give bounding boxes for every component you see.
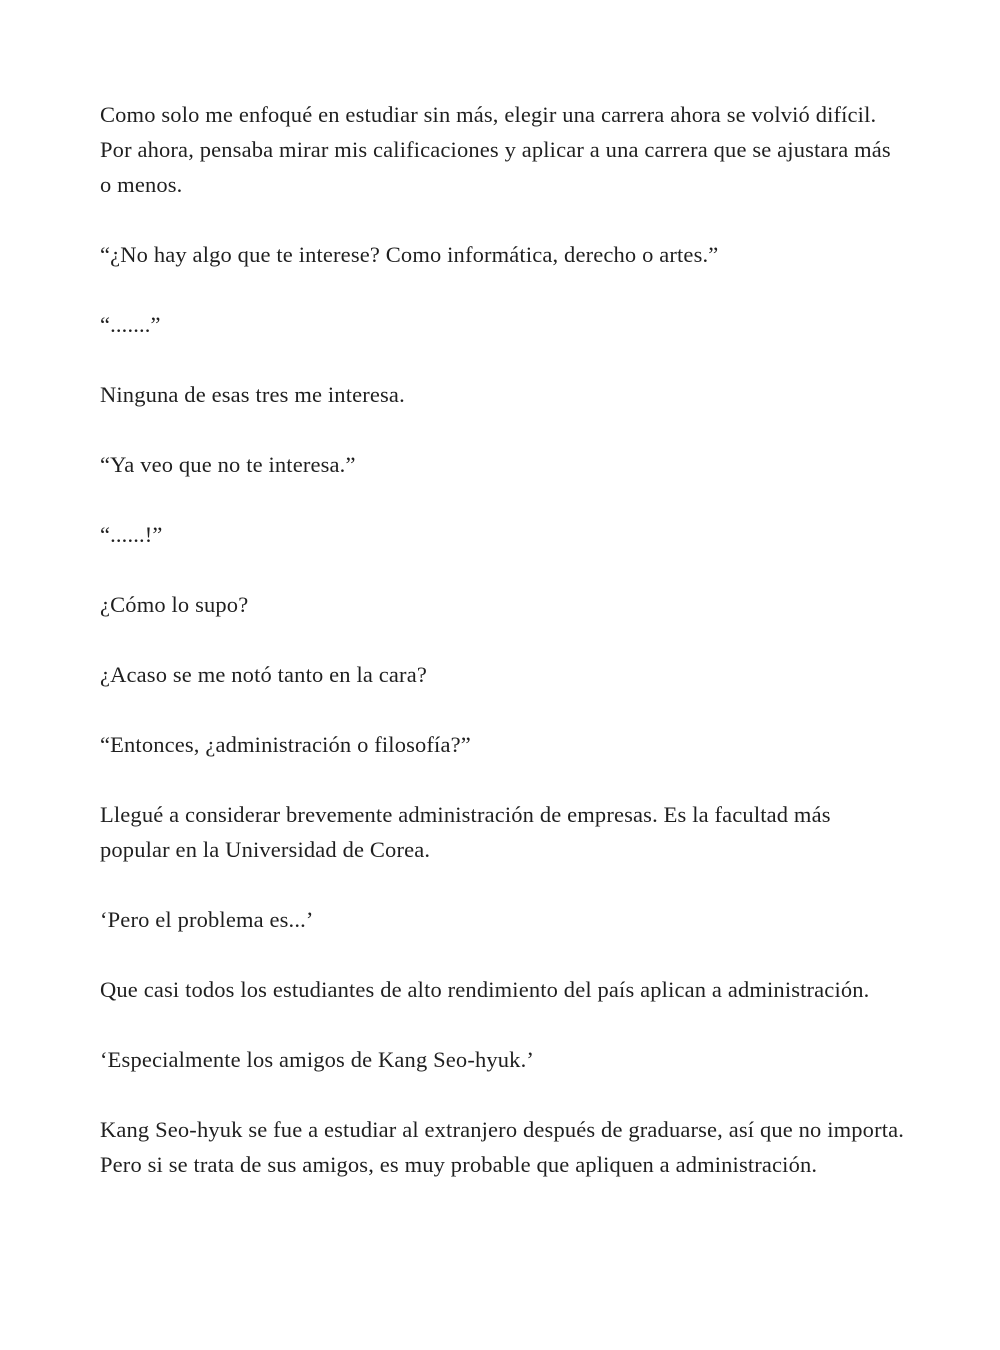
- paragraph-14: Kang Seo-hyuk se fue a estudiar al extranjero después de graduarse, así que no importa. Pero si se trata de sus amigos, es muy probable que apliquen a administración.: [100, 1117, 905, 1177]
- paragraph-5: “Ya veo que no te interesa.”: [100, 452, 356, 477]
- paragraph-4: Ninguna de esas tres me interesa.: [100, 382, 405, 407]
- paragraph-11: ‘Pero el problema es...’: [100, 907, 314, 932]
- paragraph-7: ¿Cómo lo supo?: [100, 592, 249, 617]
- paragraph-12: Que casi todos los estudiantes de alto rendimiento del país aplican a administración.: [100, 977, 870, 1002]
- paragraph-6: “......!”: [100, 522, 163, 547]
- document-page: [100, 97, 905, 1217]
- paragraph-3: “.......”: [100, 312, 161, 337]
- paragraph-10: Llegué a considerar brevemente administración de empresas. Es la facultad más popular en la Universidad de Corea.: [100, 802, 831, 862]
- paragraph-8: ¿Acaso se me notó tanto en la cara?: [100, 662, 427, 687]
- paragraph-2: “¿No hay algo que te interese? Como informática, derecho o artes.”: [100, 242, 719, 267]
- paragraph-1: Como solo me enfoqué en estudiar sin más, elegir una carrera ahora se volvió difícil. Por ahora, pensaba mirar mis calificaciones y aplicar a una carrera que se ajustara más o menos.: [100, 102, 891, 197]
- paragraph-13: ‘Especialmente los amigos de Kang Seo-hyuk.’: [100, 1047, 534, 1072]
- paragraph-9: “Entonces, ¿administración o filosofía?”: [100, 732, 471, 757]
